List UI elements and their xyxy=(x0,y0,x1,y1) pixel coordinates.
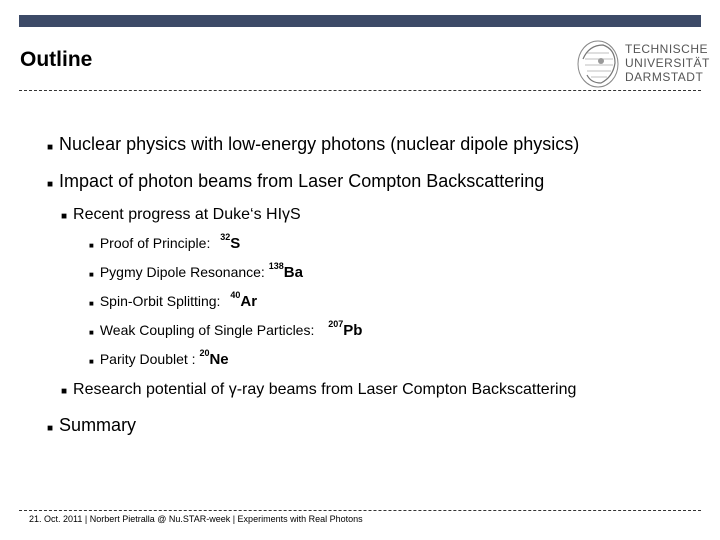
square-bullet-icon: ■ xyxy=(61,211,68,222)
nucleus-label: $^{207}$Pb xyxy=(328,319,363,339)
slide-title: Outline xyxy=(20,48,93,71)
nucleus-label: $^{32}$S xyxy=(220,232,241,252)
square-bullet-icon: ■ xyxy=(89,328,94,337)
bullet-pygmy-dipole: ■ Pygmy Dipole Resonance: $^{138}$Ba xyxy=(89,261,303,281)
footer-divider xyxy=(19,510,701,511)
nucleus-label: $^{40}$Ar xyxy=(230,290,258,310)
bullet-impact: ■ Impact of photon beams from Laser Compton Backscattering xyxy=(47,171,545,191)
bullet-recent-progress: ■ Recent progress at Duke‘s HIγS xyxy=(61,206,301,223)
header-bar xyxy=(19,15,701,27)
bullet-spin-orbit: ■ Spin-Orbit Splitting: $^{40}$Ar xyxy=(89,290,258,310)
square-bullet-icon: ■ xyxy=(47,423,54,434)
logo-line-2: UNIVERSITÄT xyxy=(625,56,710,70)
slide-footer: 21. Oct. 2011 | Norbert Pietralla @ Nu.STAR-week | Experiments with Real Photons xyxy=(29,514,363,524)
logo-line-1: TECHNISCHE xyxy=(625,42,709,56)
logo-line-3: DARMSTADT xyxy=(625,70,704,84)
square-bullet-icon: ■ xyxy=(89,241,94,250)
square-bullet-icon: ■ xyxy=(89,357,94,366)
square-bullet-icon: ■ xyxy=(89,270,94,279)
bullet-proof-of-principle: ■ Proof of Principle: $^{32}$S xyxy=(89,232,241,252)
bullet-parity-doublet: ■ Parity Doublet : $^{20}$Ne xyxy=(89,348,229,368)
university-logo xyxy=(575,37,710,92)
bullet-research-potential: ■ Research potential of γ-ray beams from Laser Compton Backscattering xyxy=(61,381,577,398)
square-bullet-icon: ■ xyxy=(89,299,94,308)
nucleus-label: $^{138}$Ba xyxy=(268,261,303,281)
square-bullet-icon: ■ xyxy=(47,142,54,153)
bullet-summary: ■ Summary xyxy=(47,415,137,435)
bullet-nuclear-physics: ■ Nuclear physics with low-energy photons (nuclear dipole physics) xyxy=(47,134,580,154)
nucleus-label: $^{20}$Ne xyxy=(199,348,229,368)
square-bullet-icon: ■ xyxy=(47,179,54,190)
athena-head-icon xyxy=(575,39,621,89)
square-bullet-icon: ■ xyxy=(61,386,68,397)
bullet-weak-coupling: ■ Weak Coupling of Single Particles: $^{207}$Pb xyxy=(89,319,363,339)
